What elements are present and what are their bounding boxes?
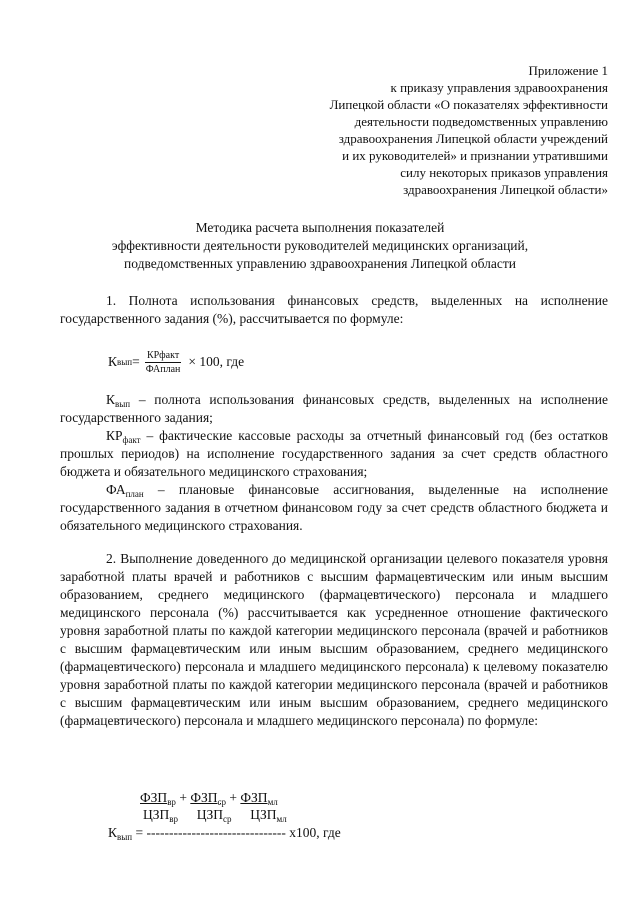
fraction-dashes: ------------------------------- [146, 825, 286, 840]
formula-lhs: К [108, 354, 118, 369]
title-line: подведомственных управлению здравоохранения Липецкой области [124, 256, 516, 271]
def-symbol: ФА [106, 482, 126, 497]
formula-completeness: К вып = $\frac{\text{КРфакт}}{\text{ФАплан}}$ × 100, где [108, 349, 245, 375]
def-text: – плановые финансовые ассигнования, выделенные на исполнение государственного задания в отчетном финансовом году за счет средств областного бюджета и обязательного медицинского страхования. [60, 482, 608, 533]
def-symbol: К [106, 392, 116, 407]
appendix-line: к приказу управления здравоохранения [390, 80, 608, 95]
formula-rhs: х100, где [285, 825, 341, 840]
appendix-header [248, 62, 608, 198]
term-fzp-sr [190, 790, 226, 805]
term-text: ФЗП [240, 790, 268, 805]
term-czp-vr [143, 807, 178, 822]
def-symbol-sub: факт [122, 435, 141, 445]
def-symbol-sub: план [125, 489, 144, 499]
def-text: – полнота использования финансовых средств, выделенных на исполнение государственного задания; [60, 392, 608, 425]
formula2-denominators [143, 807, 287, 823]
term-sub: мл [267, 797, 278, 807]
def-text: – фактические кассовые расходы за отчетный финансовый год (без остатков прошлых периодов) на исполнение государственного задания за счет средств областного бюджета и обязательного медицинского страхования; [60, 428, 608, 479]
term-czp-sr [197, 807, 232, 822]
term-text: ЦЗП [250, 807, 277, 822]
formula2-numerators [140, 790, 278, 806]
formula-numerator: КРфакт [146, 349, 180, 361]
def-symbol-sub: вып [115, 399, 131, 409]
formula2-main [108, 825, 341, 841]
formula-lhs: К [108, 825, 118, 840]
definition-fa [60, 481, 608, 535]
term-fzp-ml [240, 790, 277, 805]
appendix-line: силу некоторых приказов управления [400, 165, 608, 180]
formula-denominator: ФАплан [145, 363, 181, 375]
definition-kr [60, 427, 608, 481]
term-sub: мл [276, 814, 287, 824]
formula-fraction [144, 350, 183, 375]
term-sub: вр [167, 797, 176, 807]
term-sub: вр [169, 814, 179, 824]
section1-intro: 1. Полнота использования финансовых средств, выделенных на исполнение государственного задания (%), рассчитывается по формуле: [60, 293, 608, 326]
appendix-line: деятельности подведомственных управлению [354, 114, 608, 129]
definition-k [60, 391, 608, 427]
term-sub: ср [223, 814, 232, 824]
term-text: ЦЗП [143, 807, 170, 822]
def-symbol: КР [106, 428, 123, 443]
document-title [60, 219, 580, 273]
formula-lhs-sub: вып [117, 832, 133, 842]
section2-text: 2. Выполнение доведенного до медицинской организации целевого показателя уровня заработной платы врачей и работников с высшим фармацевтическим или иным высшим образованием, среднего медицинского (фармацевтического) персонала и младшего медицинского персонала (%) рассчитывается как усредненное отношение фактического уровня заработной платы по каждой категории медицинского персонала (врачей и работников с высшим фармацевтическим или иным высшим образованием, среднего медицинского (фармацевтического) персонала и младшего медицинского персонала) к целевому показателю уровня заработной платы по каждой категории медицинского персонала (врачей и работников с высшим фармацевтическим или иным высшим образованием, среднего медицинского (фармацевтического) персонала и младшего медицинского персонала) по формуле: [60, 551, 608, 728]
appendix-line: Приложение 1 [528, 63, 608, 78]
formula-equals: = [132, 825, 147, 840]
term-text: ЦЗП [196, 807, 224, 822]
term-text: ФЗП [190, 790, 218, 805]
plus-sign: + [175, 790, 191, 805]
title-line: Методика расчета выполнения показателей [195, 220, 445, 235]
formula-equals: = [132, 354, 140, 369]
appendix-line: здравоохранения Липецкой области учреждений [338, 131, 608, 146]
appendix-line: и их руководителей» и признании утратившими [342, 148, 608, 163]
formula-rhs: × 100, где [188, 354, 245, 369]
appendix-line: Липецкой области «О показателях эффективности [329, 97, 608, 112]
term-text: ФЗП [140, 790, 168, 805]
term-sub: ср [217, 797, 226, 807]
appendix-line: здравоохранения Липецкой области» [403, 182, 608, 197]
term-czp-ml [250, 807, 286, 822]
term-fzp-vr [140, 790, 176, 805]
title-line: эффективности деятельности руководителей медицинских организаций, [111, 238, 529, 253]
plus-sign: + [226, 790, 241, 805]
